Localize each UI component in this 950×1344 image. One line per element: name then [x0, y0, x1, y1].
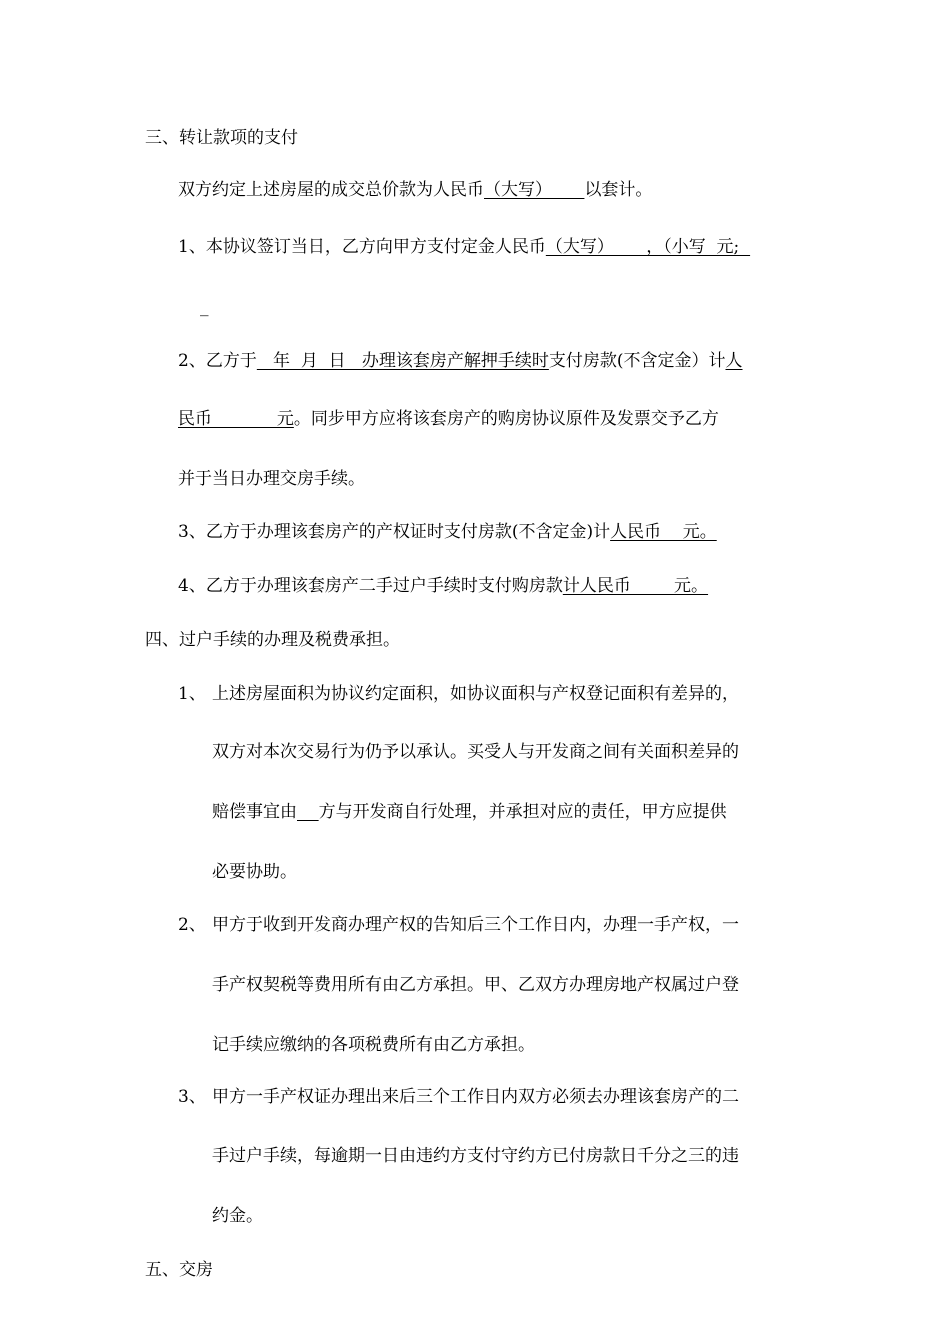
- release-date-blank: 年 月 日 办理该套房产解押手续时: [256, 351, 549, 371]
- total-price-line: 双方约定上述房屋的成交总价款为人民币（大写） 以套计。: [178, 180, 653, 200]
- s4-item-3-line-1: 甲方一手产权证办理出来后三个工作日内双方必须去办理该套房产的二: [212, 1087, 739, 1107]
- section-4-heading: 四、过户手续的办理及税费承担。: [145, 630, 400, 650]
- s4-item-1-line-1: 上述房屋面积为协议约定面积，如协议面积与产权登记面积有差异的，: [212, 684, 739, 704]
- clause-4-line: 4、乙方于办理该套房产二手过户手续时支付购房款计人民币 元。: [178, 576, 709, 596]
- s4-item-2-line-3: 记手续应缴纳的各项税费所有由乙方承担。: [212, 1035, 535, 1055]
- s4-item-3-number: 3、: [178, 1087, 206, 1107]
- clause-1-continuation: _: [200, 297, 209, 317]
- s4-item-1-number: 1、: [178, 684, 206, 704]
- s4-item-1-line-2: 双方对本次交易行为仍予以承认。买受人与开发商之间有关面积差异的: [212, 742, 739, 762]
- deposit-blank: （大写） ，（小写 元;: [545, 237, 751, 257]
- s4-item-3-line-2: 手过户手续，每逾期一日由违约方支付守约方已付房款日千分之三的违: [212, 1146, 739, 1166]
- section-5-heading: 五、交房: [145, 1260, 213, 1280]
- s4-item-2-line-1: 甲方于收到开发商办理产权的告知后三个工作日内，办理一手产权，一: [212, 915, 739, 935]
- transfer-payment-blank: 计人民币 元。: [562, 576, 709, 596]
- clause-2-line-1: 2、乙方于 年 月 日 办理该套房产解押手续时支付房款(不含定金）计人: [178, 351, 743, 371]
- clause-1-line: 1、本协议签订当日，乙方向甲方支付定金人民币（大写） ，（小写 元;: [178, 237, 751, 257]
- s4-item-2-line-2: 手产权契税等费用所有由乙方承担。甲、乙双方办理房地产权属过户登: [212, 975, 739, 995]
- s4-item-2-number: 2、: [178, 915, 206, 935]
- party-blank: [297, 802, 319, 822]
- section-3-heading: 三、转让款项的支付: [145, 128, 298, 148]
- payment-amount-blank: 民币 元: [178, 409, 294, 429]
- s4-item-1-line-3: 赔偿事宜由 方与开发商自行处理，并承担对应的责任，甲方应提供: [212, 802, 727, 822]
- clause-2-line-3: 并于当日办理交房手续。: [178, 469, 365, 489]
- total-price-blank: （大写）: [484, 180, 585, 200]
- certificate-payment-blank: 人民币 元。: [610, 522, 717, 542]
- s4-item-1-line-4: 必要协助。: [212, 862, 297, 882]
- clause-3-line: 3、乙方于办理该套房产的产权证时支付房款(不含定金)计人民币 元。: [178, 522, 717, 542]
- s4-item-3-line-3: 约金。: [212, 1206, 263, 1226]
- clause-2-line-2: 民币 元。同步甲方应将该套房产的购房协议原件及发票交予乙方: [178, 409, 719, 429]
